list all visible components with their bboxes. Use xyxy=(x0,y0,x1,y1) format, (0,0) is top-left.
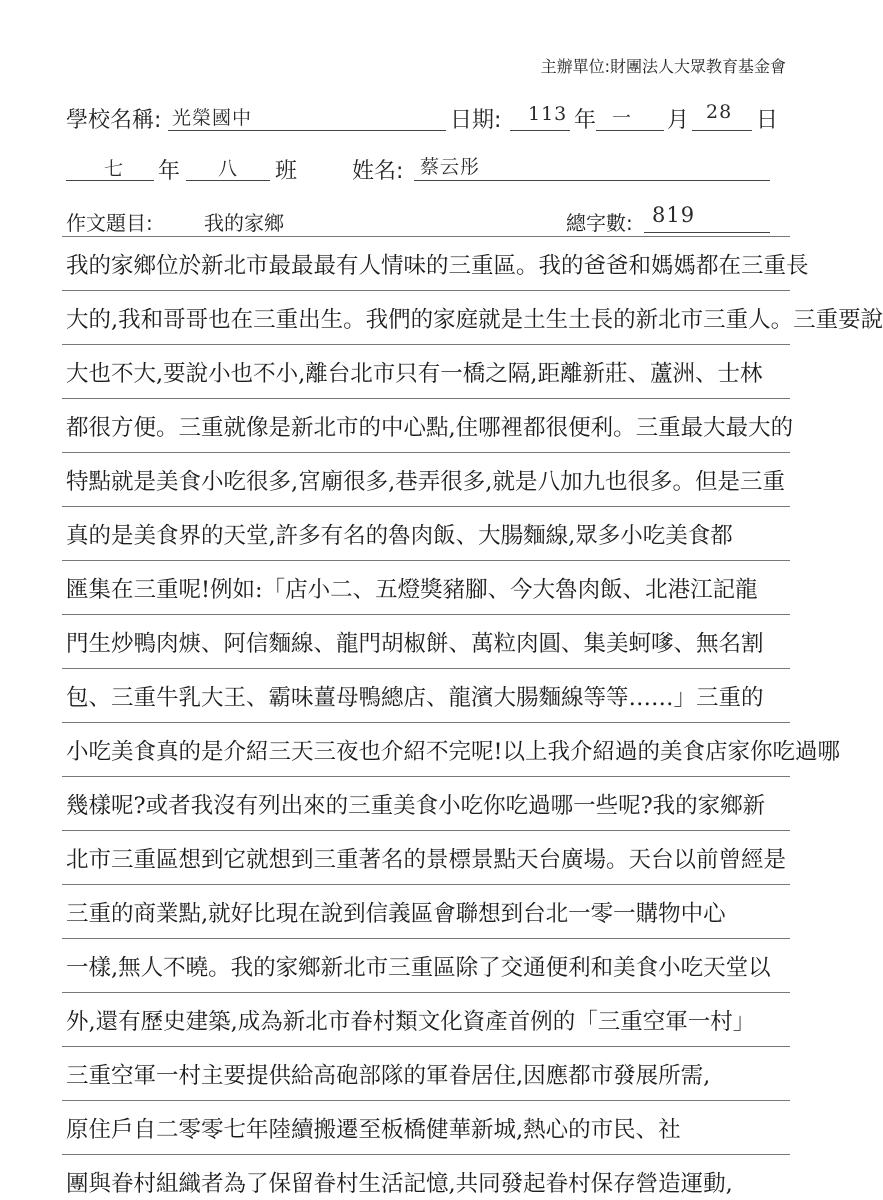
grade-value: 七 xyxy=(104,158,125,180)
ruled-line xyxy=(62,884,790,885)
essay-line-16: 三重空軍一村主要提供給高砲部隊的軍眷居住,因應都市發展所需, xyxy=(66,1063,711,1089)
essay-line-18: 團與眷村組織者為了保留眷村生活記憶,共同發起眷村保存營造運動, xyxy=(66,1171,733,1197)
ruled-line xyxy=(62,668,790,669)
essay-line-15: 外,還有歷史建築,成為新北市眷村類文化資產首例的「三重空軍一村」 xyxy=(66,1009,756,1035)
organizer-text: 主辦單位:財團法人大眾教育基金會 xyxy=(540,57,786,76)
ruled-line xyxy=(62,614,790,615)
ruled-line xyxy=(62,290,790,291)
ruled-line xyxy=(62,776,790,777)
wordcount-underline xyxy=(644,232,770,233)
essay-line-10: 小吃美食真的是介紹三天三夜也介紹不完呢!以上我介紹過的美食店家你吃過哪 xyxy=(66,739,841,765)
day-label: 日 xyxy=(756,108,779,133)
wordcount-value: 819 xyxy=(652,203,696,227)
essay-line-13: 三重的商業點,就好比現在說到信義區會聯想到台北一零一購物中心 xyxy=(66,901,726,927)
school-label: 學校名稱: xyxy=(66,108,162,133)
ruled-line xyxy=(62,1100,790,1101)
year-label: 年 xyxy=(574,108,597,133)
essay-line-17: 原住戶自二零零七年陸續搬遷至板橋健華新城,熱心的市民、社 xyxy=(66,1117,681,1143)
class-label: 班 xyxy=(275,159,298,184)
ruled-line xyxy=(62,560,790,561)
ruled-line xyxy=(62,830,790,831)
name-value: 蔡云彤 xyxy=(420,156,481,178)
essay-line-4: 都很方便。三重就像是新北市的中心點,住哪裡都很便利。三重最大最大的 xyxy=(66,415,794,441)
class-value: 八 xyxy=(218,158,239,180)
essay-line-6: 真的是美食界的天堂,許多有名的魯肉飯、大腸麵線,眾多小吃美食都 xyxy=(66,523,733,549)
essay-line-9: 包、三重牛乳大王、霸味薑母鴨總店、龍濱大腸麵線等等……」三重的 xyxy=(66,685,764,711)
essay-line-8: 門生炒鴨肉焿、阿信麵線、龍門胡椒餅、萬粒肉圓、集美蚵嗲、無名割 xyxy=(66,631,764,657)
essay-line-11: 幾樣呢?或者我沒有列出來的三重美食小吃你吃過哪一些呢?我的家鄉新 xyxy=(66,793,766,819)
essay-line-14: 一樣,無人不曉。我的家鄉新北市三重區除了交通便利和美食小吃天堂以 xyxy=(66,955,771,981)
essay-line-2: 大的,我和哥哥也在三重出生。我們的家庭就是土生土長的新北市三重人。三重要說 xyxy=(66,307,883,333)
essay-line-3: 大也不大,要說小也不小,離台北市只有一橋之隔,距離新莊、蘆洲、士林 xyxy=(66,361,763,387)
ruled-line xyxy=(62,1154,790,1155)
essay-line-12: 北市三重區想到它就想到三重著名的景標景點天台廣場。天台以前曾經是 xyxy=(66,847,787,873)
date-month: 一 xyxy=(612,107,633,129)
grade-label: 年 xyxy=(158,159,181,184)
month-label: 月 xyxy=(667,108,690,133)
wordcount-label: 總字數: xyxy=(566,211,633,235)
date-year: 113 xyxy=(528,103,568,125)
ruled-line xyxy=(62,722,790,723)
ruled-line xyxy=(62,452,790,453)
name-label: 姓名: xyxy=(352,159,404,184)
name-underline xyxy=(414,180,770,181)
ruled-line xyxy=(62,506,790,507)
school-underline xyxy=(168,130,446,131)
month-underline xyxy=(596,130,664,131)
date-day: 28 xyxy=(706,101,733,123)
date-label: 日期: xyxy=(450,108,502,133)
ruled-line xyxy=(62,1046,790,1047)
ruled-line xyxy=(62,398,790,399)
topic-value: 我的家鄉 xyxy=(204,211,284,235)
ruled-line xyxy=(62,938,790,939)
topic-label: 作文題目: xyxy=(66,211,153,235)
essay-line-1: 我的家鄉位於新北市最最最有人情味的三重區。我的爸爸和媽媽都在三重長 xyxy=(66,253,809,279)
year-underline xyxy=(510,130,570,131)
ruled-line xyxy=(62,344,790,345)
day-underline xyxy=(692,130,752,131)
ruled-line xyxy=(62,236,790,237)
school-value: 光榮國中 xyxy=(172,107,253,129)
essay-line-5: 特點就是美食小吃很多,宮廟很多,巷弄很多,就是八加九也很多。但是三重 xyxy=(66,469,785,495)
essay-line-7: 匯集在三重呢!例如:「店小二、五燈獎豬腳、今大魯肉飯、北港江記龍 xyxy=(66,577,758,603)
ruled-line xyxy=(62,992,790,993)
